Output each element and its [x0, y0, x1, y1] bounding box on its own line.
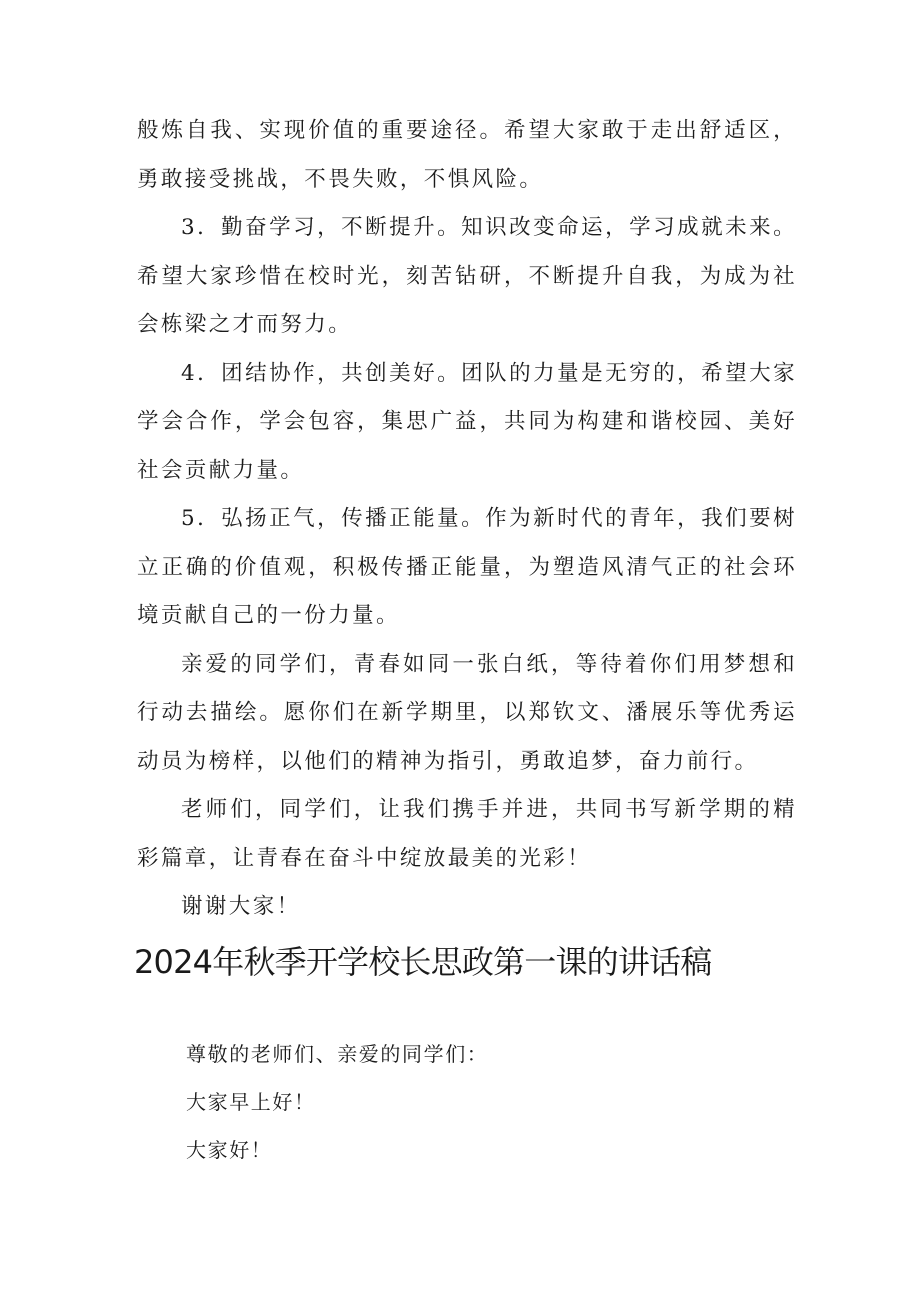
paragraph-closing-call: 老师们，同学们，让我们携手并进，共同书写新学期的精彩篇章，让青春在奋斗中绽放最美的光彩！ — [137, 797, 797, 871]
greeting-hello: 大家好！ — [186, 1138, 273, 1162]
paragraph-continuation: 般炼自我、实现价值的重要途径。希望大家敢于走出舒适区，勇敢接受挑战，不畏失败，不惧风险。 — [137, 118, 797, 192]
speech-opening — [186, 1030, 488, 1174]
paragraph-point-4: 4．团结协作，共创美好。团队的力量是无穷的，希望大家学会合作，学会包容，集思广益，共同为构建和谐校园、美好社会贡献力量。 — [137, 360, 797, 483]
document-title: 2024年秋季开学校长思政第一课的讲话稿 — [134, 943, 712, 981]
speech-body-previous — [137, 107, 797, 932]
paragraph-point-3: 3．勤奋学习，不断提升。知识改变命运，学习成就未来。希望大家珍惜在校时光，刻苦钻研，不断提升自我，为成为社会栋梁之才而努力。 — [137, 215, 797, 337]
salutation: 尊敬的老师们、亲爱的同学们： — [186, 1042, 489, 1066]
paragraph-thanks: 谢谢大家！ — [181, 894, 301, 919]
paragraph-point-5: 5．弘扬正气，传播正能量。作为新时代的青年，我们要树立正确的价值观，积极传播正能量，为塑造风清气正的社会环境贡献自己的一份力量。 — [137, 506, 797, 628]
greeting-morning: 大家早上好！ — [186, 1090, 316, 1114]
paragraph-dear-students: 亲爱的同学们，青春如同一张白纸，等待着你们用梦想和行动去描绘。愿你们在新学期里，以郑钦文、潘展乐等优秀运动员为榜样，以他们的精神为指引，勇敢追梦，奋力前行。 — [137, 651, 797, 774]
